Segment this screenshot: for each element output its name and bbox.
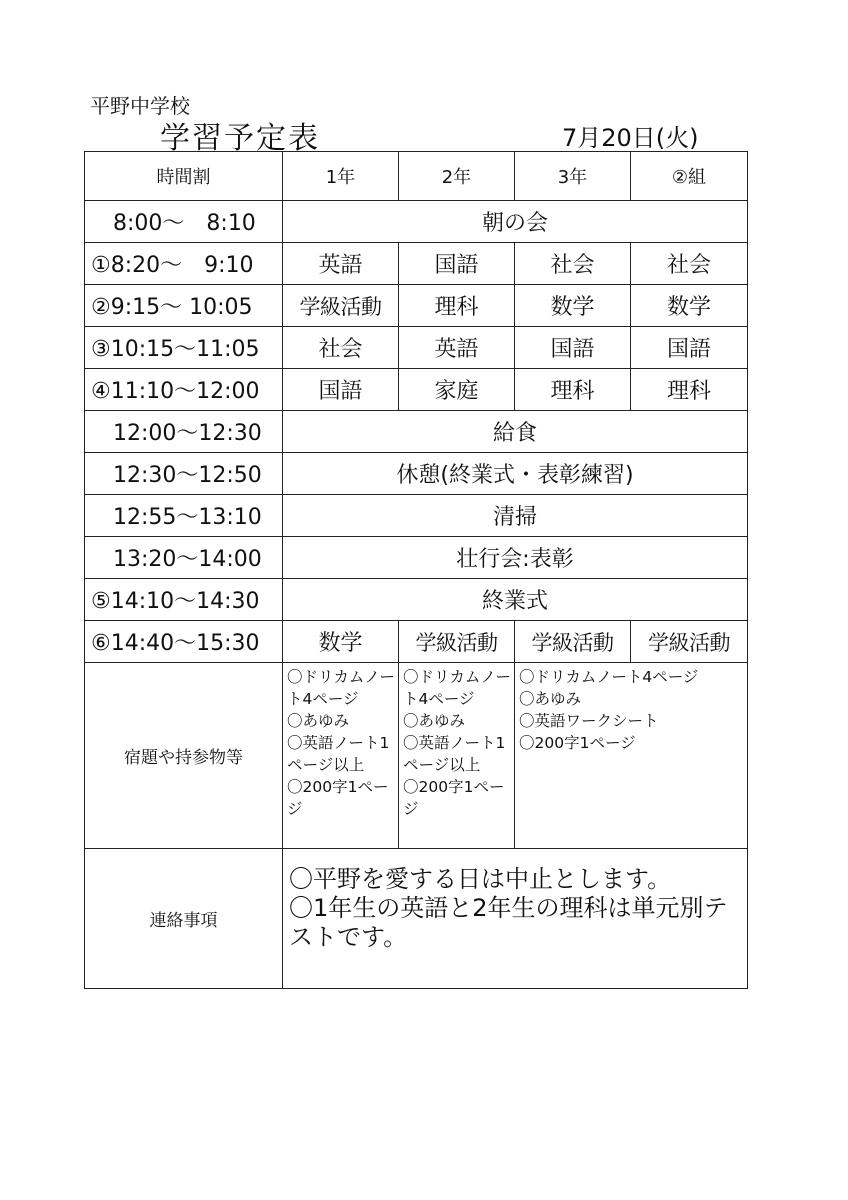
subject-cell: 国語: [399, 243, 515, 285]
notes-row: [85, 849, 748, 989]
subject-cell: 理科: [631, 369, 748, 411]
subject-cell: 数学: [283, 621, 399, 663]
column-header-grade2: 2年: [399, 152, 515, 201]
homework-row: [85, 663, 748, 849]
merged-activity-cell: 朝の会: [283, 201, 748, 243]
notes-label: 連絡事項: [85, 849, 283, 989]
column-header-timetable: 時間割: [85, 152, 283, 201]
table-row: [85, 453, 748, 495]
subject-cell: 社会: [631, 243, 748, 285]
table-row: [85, 621, 748, 663]
table-row: [85, 327, 748, 369]
homework-grade2: [399, 663, 515, 849]
time-cell: 8:00～ 8:10: [85, 201, 283, 243]
subject-cell: 家庭: [399, 369, 515, 411]
column-header-class2: ②組: [631, 152, 748, 201]
time-cell: ②9:15～ 10:05: [85, 285, 283, 327]
time-cell: 12:00～12:30: [85, 411, 283, 453]
schedule-table: [84, 151, 748, 989]
column-header-grade3: 3年: [515, 152, 631, 201]
homework-item: 〇200字1ページ: [519, 734, 636, 752]
time-cell: ①8:20～ 9:10: [85, 243, 283, 285]
homework-item: 〇ドリカムノート4ページ: [287, 668, 395, 708]
homework-grade3-class2: [515, 663, 748, 849]
subject-cell: 社会: [283, 327, 399, 369]
time-cell: 12:30～12:50: [85, 453, 283, 495]
homework-item: 〇あゆみ: [403, 712, 466, 730]
time-cell: 13:20～14:00: [85, 537, 283, 579]
time-cell: 12:55～13:10: [85, 495, 283, 537]
document-title: 学習予定表: [160, 121, 320, 156]
subject-cell: 学級活動: [515, 621, 631, 663]
homework-item: 〇ドリカムノート4ページ: [519, 668, 699, 686]
subject-cell: 国語: [515, 327, 631, 369]
merged-activity-cell: 終業式: [283, 579, 748, 621]
table-row: [85, 411, 748, 453]
homework-label: 宿題や持参物等: [85, 663, 283, 849]
subject-cell: 数学: [631, 285, 748, 327]
table-row: [85, 579, 748, 621]
note-line: 〇1年生の英語と2年生の理科は単元別テストです。: [289, 894, 728, 951]
subject-cell: 国語: [283, 369, 399, 411]
homework-grade1: [283, 663, 399, 849]
table-row: [85, 285, 748, 327]
homework-item: 〇あゆみ: [287, 712, 350, 730]
table-row: [85, 243, 748, 285]
homework-item: 〇ドリカムノート4ページ: [403, 668, 511, 708]
homework-item: 〇英語ノート1ページ以上: [287, 734, 390, 774]
subject-cell: 理科: [399, 285, 515, 327]
homework-item: 〇あゆみ: [519, 690, 582, 708]
subject-cell: 学級活動: [399, 621, 515, 663]
subject-cell: 理科: [515, 369, 631, 411]
column-header-grade1: 1年: [283, 152, 399, 201]
time-cell: ③10:15～11:05: [85, 327, 283, 369]
homework-item: 〇200字1ページ: [287, 778, 389, 818]
subject-cell: 社会: [515, 243, 631, 285]
homework-item: 〇英語ワークシート: [519, 712, 659, 730]
time-cell: ④11:10～12:00: [85, 369, 283, 411]
merged-activity-cell: 休憩(終業式・表彰練習): [283, 453, 748, 495]
table-row: [85, 369, 748, 411]
note-line: 〇平野を愛する日は中止とします。: [289, 865, 672, 893]
table-row: [85, 537, 748, 579]
school-name: 平野中学校: [90, 94, 190, 118]
table-row: [85, 495, 748, 537]
homework-item: 〇200字1ページ: [403, 778, 505, 818]
subject-cell: 国語: [631, 327, 748, 369]
document-date: 7月20日(火): [562, 124, 699, 152]
subject-cell: 学級活動: [631, 621, 748, 663]
subject-cell: 英語: [399, 327, 515, 369]
merged-activity-cell: 清掃: [283, 495, 748, 537]
subject-cell: 英語: [283, 243, 399, 285]
subject-cell: 数学: [515, 285, 631, 327]
subject-cell: 学級活動: [283, 285, 399, 327]
homework-item: 〇英語ノート1ページ以上: [403, 734, 506, 774]
table-row: [85, 201, 748, 243]
header-row: [85, 152, 748, 201]
merged-activity-cell: 壮行会:表彰: [283, 537, 748, 579]
notes-content: [283, 849, 748, 989]
time-cell: ⑥14:40～15:30: [85, 621, 283, 663]
merged-activity-cell: 給食: [283, 411, 748, 453]
time-cell: ⑤14:10～14:30: [85, 579, 283, 621]
